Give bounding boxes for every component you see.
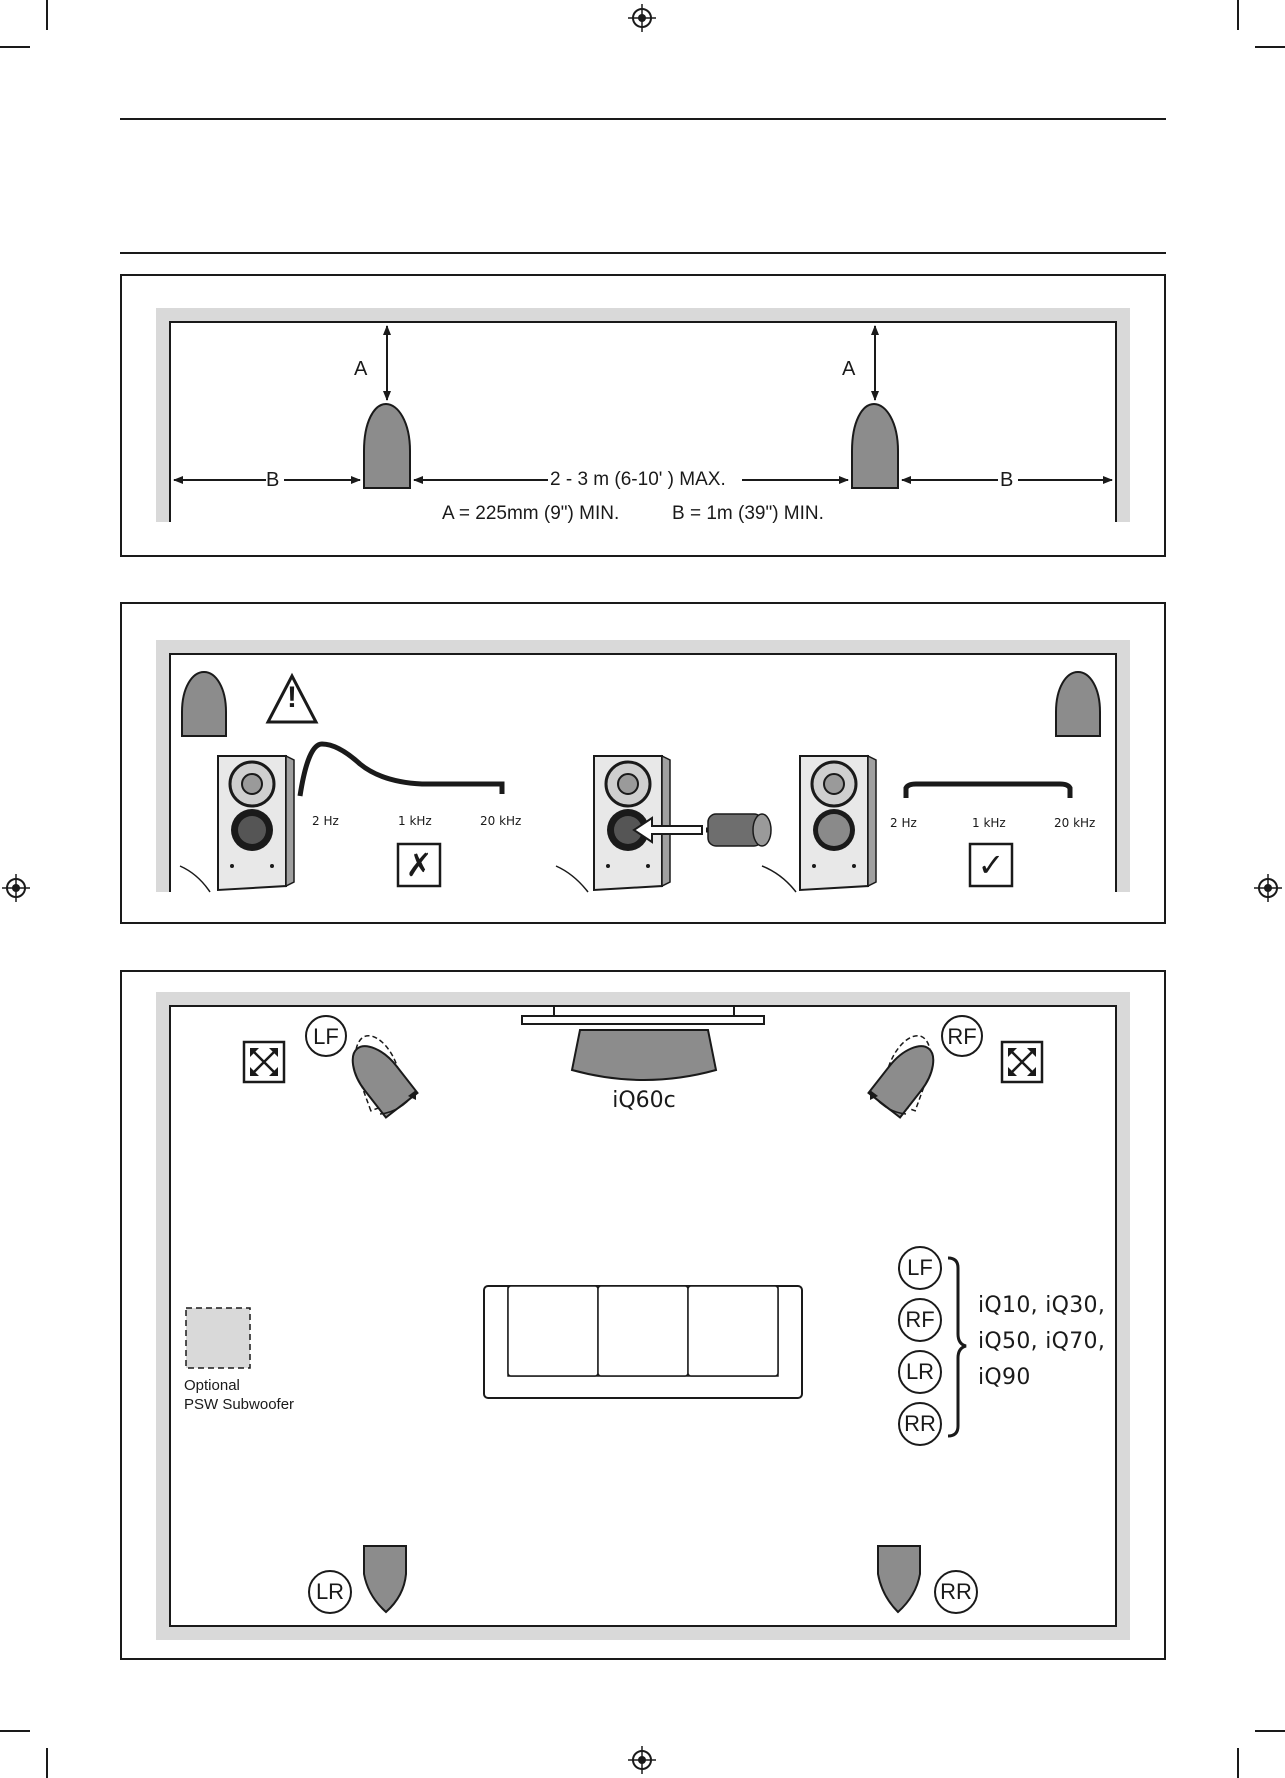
center-speaker-label: iQ60c — [612, 1088, 676, 1113]
bookshelf-speaker-icon — [218, 756, 294, 890]
rf-label: RF — [947, 1024, 977, 1049]
legend-model-line: iQ10, iQ30, — [978, 1293, 1106, 1318]
center-speaker-icon — [572, 1030, 716, 1080]
legend-code: RR — [904, 1411, 936, 1436]
freq-label-mid: 1 kHz — [398, 814, 432, 828]
sofa-icon — [484, 1286, 802, 1398]
subwoofer-label-line1: Optional — [184, 1377, 240, 1394]
bookshelf-speaker-icon — [594, 756, 670, 890]
crop-mark — [1237, 1748, 1239, 1778]
registration-mark — [628, 1746, 656, 1774]
subwoofer-label — [184, 1376, 294, 1414]
tv-icon — [554, 1006, 734, 1016]
legend-model-line: iQ90 — [978, 1365, 1031, 1390]
label-a-right: A — [842, 358, 856, 380]
speaker-right-icon — [852, 404, 898, 488]
freq-label-mid: 1 kHz — [972, 816, 1006, 830]
label-a-left: A — [354, 358, 368, 380]
response-curve-flat — [906, 784, 1070, 798]
legend-model-line: iQ50, iQ70, — [978, 1329, 1106, 1354]
subwoofer-label-line2: PSW Subwoofer — [184, 1396, 295, 1413]
response-curve-peaked — [300, 744, 502, 796]
bookshelf-speaker-icon — [800, 756, 876, 890]
freq-label-high: 20 kHz — [480, 814, 522, 828]
freq-label-low: 2 Hz — [312, 814, 339, 828]
min-a-label: A = 225mm (9") MIN. — [442, 503, 620, 524]
lr-label: LR — [315, 1579, 345, 1604]
freq-label-high: 20 kHz — [1054, 816, 1096, 830]
port-bung-panel — [120, 602, 1166, 924]
lf-label: LF — [313, 1024, 339, 1049]
speaker-left-icon — [182, 672, 226, 736]
correct-mark: ✓ — [977, 846, 1005, 884]
legend-code: LF — [907, 1255, 933, 1280]
crop-mark — [46, 1748, 48, 1778]
crop-mark — [1255, 46, 1285, 48]
registration-mark — [1254, 874, 1282, 902]
registration-mark — [2, 874, 30, 902]
rr-label: RR — [940, 1579, 972, 1604]
registration-mark — [628, 4, 656, 32]
crop-mark — [0, 46, 30, 48]
label-b-left: B — [266, 469, 280, 491]
move-left-icon — [244, 1042, 284, 1082]
legend-code: RF — [905, 1307, 935, 1332]
legend-code: LR — [905, 1359, 935, 1384]
crop-mark — [1237, 0, 1239, 30]
incorrect-mark: ✗ — [405, 846, 433, 884]
label-b-right: B — [1000, 469, 1014, 491]
header-rule — [120, 118, 1166, 120]
port-bung-icon — [708, 814, 771, 846]
crop-mark — [1255, 1730, 1285, 1732]
warning-mark: ! — [287, 681, 297, 714]
freq-label-low: 2 Hz — [890, 816, 917, 830]
room-layout-panel — [120, 970, 1166, 1660]
crop-mark — [46, 0, 48, 30]
move-right-icon — [1002, 1042, 1042, 1082]
spacing-diagram-panel — [120, 274, 1166, 557]
speaker-right-icon — [1056, 672, 1100, 736]
speaker-left-icon — [364, 404, 410, 488]
distance-label: 2 - 3 m (6-10' ) MAX. — [550, 469, 726, 490]
header-rule — [120, 252, 1166, 254]
spacing-diagram — [122, 276, 1164, 555]
legend-models — [978, 1288, 1105, 1396]
subwoofer-icon — [186, 1308, 250, 1368]
crop-mark — [0, 1730, 30, 1732]
min-b-label: B = 1m (39") MIN. — [672, 503, 824, 524]
